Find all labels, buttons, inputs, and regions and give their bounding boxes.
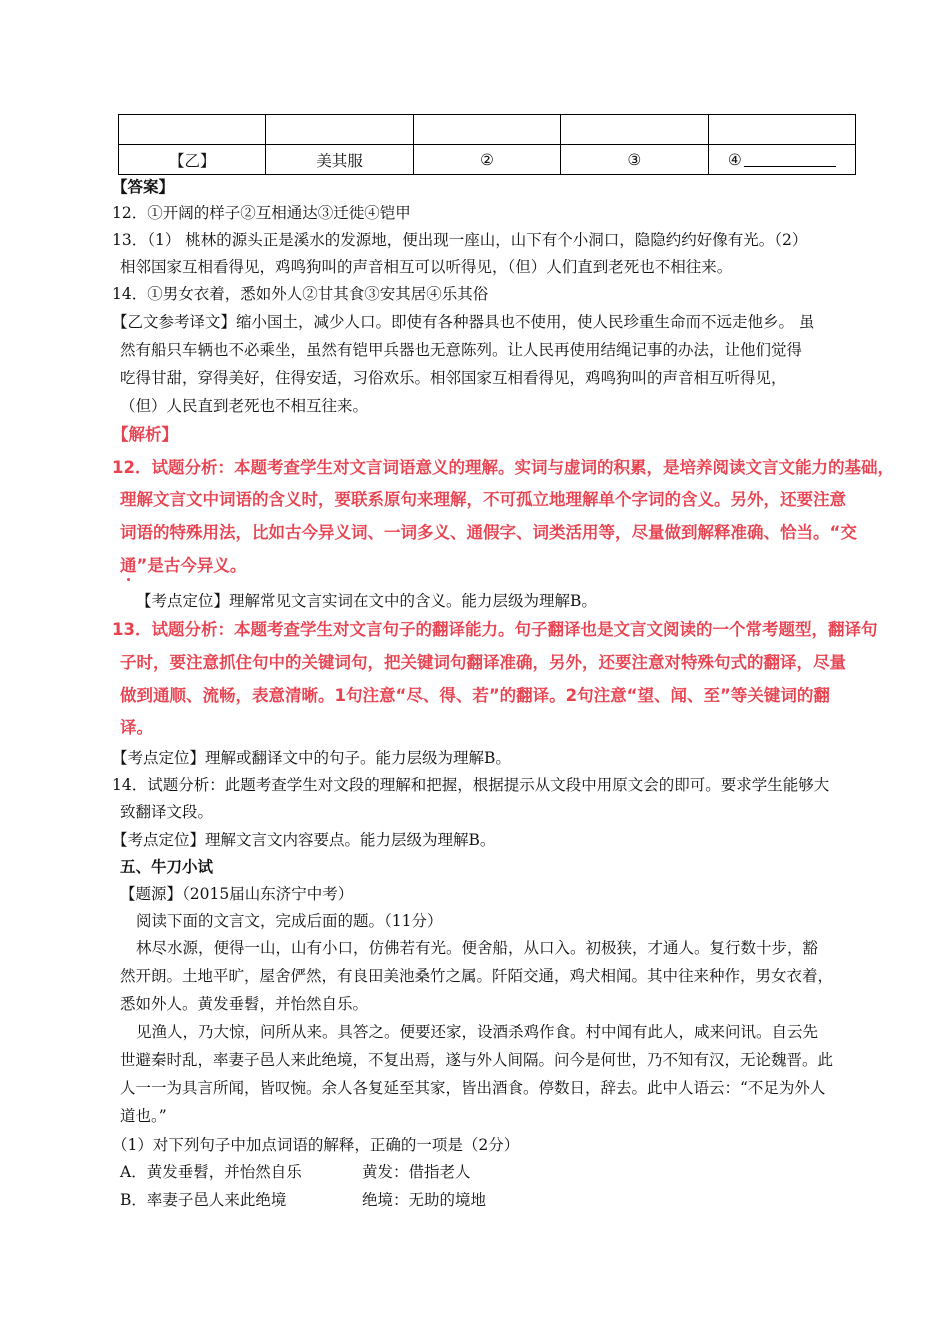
passage-p2-line2: 世避秦时乱，率妻子邑人来此绝境，不复出焉，遂与外人间隔。问今是何世，乃不知有汉，无论魏晋。此 — [120, 1051, 834, 1069]
table-cell: ② — [413, 145, 560, 175]
answer-13-line2: 相邻国家互相看得见，鸡鸣狗叫的声音相互可以听得见，（但）人们直到老死也不相往来。 — [120, 258, 733, 276]
answer-table — [118, 114, 856, 175]
translation-line2: 然有船只车辆也不必乘坐，虽然有铠甲兵器也无意陈列。让人民再使用结绳记事的办法，让他们觉得 — [120, 341, 803, 359]
table-cell-blank — [708, 145, 855, 175]
fill-in-blank — [744, 152, 836, 167]
table-cell: 美其服 — [266, 145, 413, 175]
analysis-12-line4-text: ”是古今异义。 — [136, 556, 247, 575]
table-cell — [119, 115, 266, 145]
analysis-14-line1: 14．试题分析：此题考查学生对文段的理解和把握，根据提示从文段中用原文会的即可。要求学生能够大 — [112, 776, 830, 794]
answer-13-line1: 13．（1） 桃林的源头正是溪水的发源地，便出现一座山，山下有个小洞口，隐隐约约好像有光。（2） — [112, 231, 808, 249]
translation-line4: （但）人民直到老死也不相互往来。 — [120, 397, 369, 415]
question-source: 【题源】（2015届山东济宁中考） — [120, 885, 354, 903]
translation-line3: 吃得甘甜，穿得美好，住得安适，习俗欢乐。相邻国家互相看得见，鸡鸣狗叫的声音相互听得见， — [120, 369, 787, 387]
passage-p2-line3: 人一一为具言所闻，皆叹惋。余人各复延至其家，皆出酒食。停数日，辞去。此中人语云：“不足为外人 — [120, 1079, 826, 1097]
table-cell — [708, 115, 855, 145]
passage-p1-line2: 然开朗。土地平旷，屋舍俨然，有良田美池桑竹之属。阡陌交通，鸡犬相闻。其中往来种作，男女衣着， — [120, 967, 834, 985]
analysis-12-line2: 理解文言文中词语的含义时，要联系原句来理解，不可孤立地理解单个字词的含义。另外，还要注意 — [120, 490, 846, 509]
answer-heading: 【答案】 — [112, 177, 175, 196]
table-cell — [561, 115, 708, 145]
table-cell: 【乙】 — [119, 145, 266, 175]
passage-p2-line1: 见渔人，乃大惊，问所从来。具答之。便要还家，设酒杀鸡作食。村中闻有此人，咸来问讯。自云先 — [136, 1023, 819, 1041]
option-b-text: B．率妻子邑人来此绝境 — [120, 1191, 287, 1209]
table-cell-label: ④ — [727, 150, 742, 169]
table-row — [119, 115, 856, 145]
table-cell — [413, 115, 560, 145]
analysis-13-line3: 做到通顺、流畅，表意清晰。1句注意“尽、得、若”的翻译。2句注意“望、闻、至”等关键词的翻 — [120, 686, 830, 705]
table-cell — [266, 115, 413, 145]
section-5-heading: 五、牛刀小试 — [120, 857, 214, 876]
reading-instruction: 阅读下面的文言文，完成后面的题。（11分） — [136, 912, 443, 930]
answer-14: 14．①男女衣着，悉如外人②甘其食③安其居④乐其俗 — [112, 285, 489, 303]
option-a-text: A．黄发垂髫，并怡然自乐 — [120, 1163, 302, 1181]
analysis-12-line3: 词语的特殊用法，比如古今异义词、一词多义、通假字、词类活用等，尽量做到解释准确、恰当。“交 — [120, 523, 857, 542]
analysis-13-line4: 译。 — [120, 718, 153, 737]
analysis-14-line2: 致翻译文段。 — [120, 803, 214, 821]
analysis-12-line1: 12．试题分析：本题考查学生对文言词语意义的理解。实词与虚词的积累，是培养阅读文言文能力的基础， — [112, 458, 894, 477]
analysis-12-line4 — [120, 556, 246, 576]
answer-12: 12．①开阔的样子②互相通达③迁徙④铠甲 — [112, 204, 411, 222]
analysis-13-line2: 子时，要注意抓住句中的关键词句，把关键词句翻译准确，另外，还要注意对特殊句式的翻译，尽量 — [120, 653, 846, 672]
dotted-word: 通 — [120, 556, 137, 575]
table-row — [119, 145, 856, 175]
kaodian-14: 【考点定位】理解文言文内容要点。能力层级为理解B。 — [112, 831, 496, 849]
table-cell: ③ — [561, 145, 708, 175]
kaodian-12: 【考点定位】理解常见文言实词在文中的含义。能力层级为理解B。 — [136, 592, 597, 610]
translation-line1: 【乙文参考译文】缩小国土，减少人口。即使有各种器具也不使用，使人民珍重生命而不远走他乡。 虽 — [112, 313, 815, 331]
analysis-13-line1: 13．试题分析：本题考查学生对文言句子的翻译能力。句子翻译也是文言文阅读的一个常考题型，翻译句 — [112, 620, 878, 639]
option-a-explanation: 黄发：借指老人 — [362, 1163, 471, 1181]
question-1: （1）对下列句子中加点词语的解释，正确的一项是（2分） — [112, 1136, 520, 1154]
analysis-heading: 【解析】 — [112, 425, 178, 444]
passage-p1-line3: 悉如外人。黄发垂髫，并怡然自乐。 — [120, 995, 369, 1013]
kaodian-13: 【考点定位】理解或翻译文中的句子。能力层级为理解B。 — [112, 749, 511, 767]
passage-p2-line4: 道也。” — [120, 1107, 167, 1125]
option-b-explanation: 绝境：无助的境地 — [362, 1191, 487, 1209]
passage-p1-line1: 林尽水源，便得一山，山有小口，仿佛若有光。便舍船，从口入。初极狭，才通人。复行数十步，豁 — [136, 939, 819, 957]
